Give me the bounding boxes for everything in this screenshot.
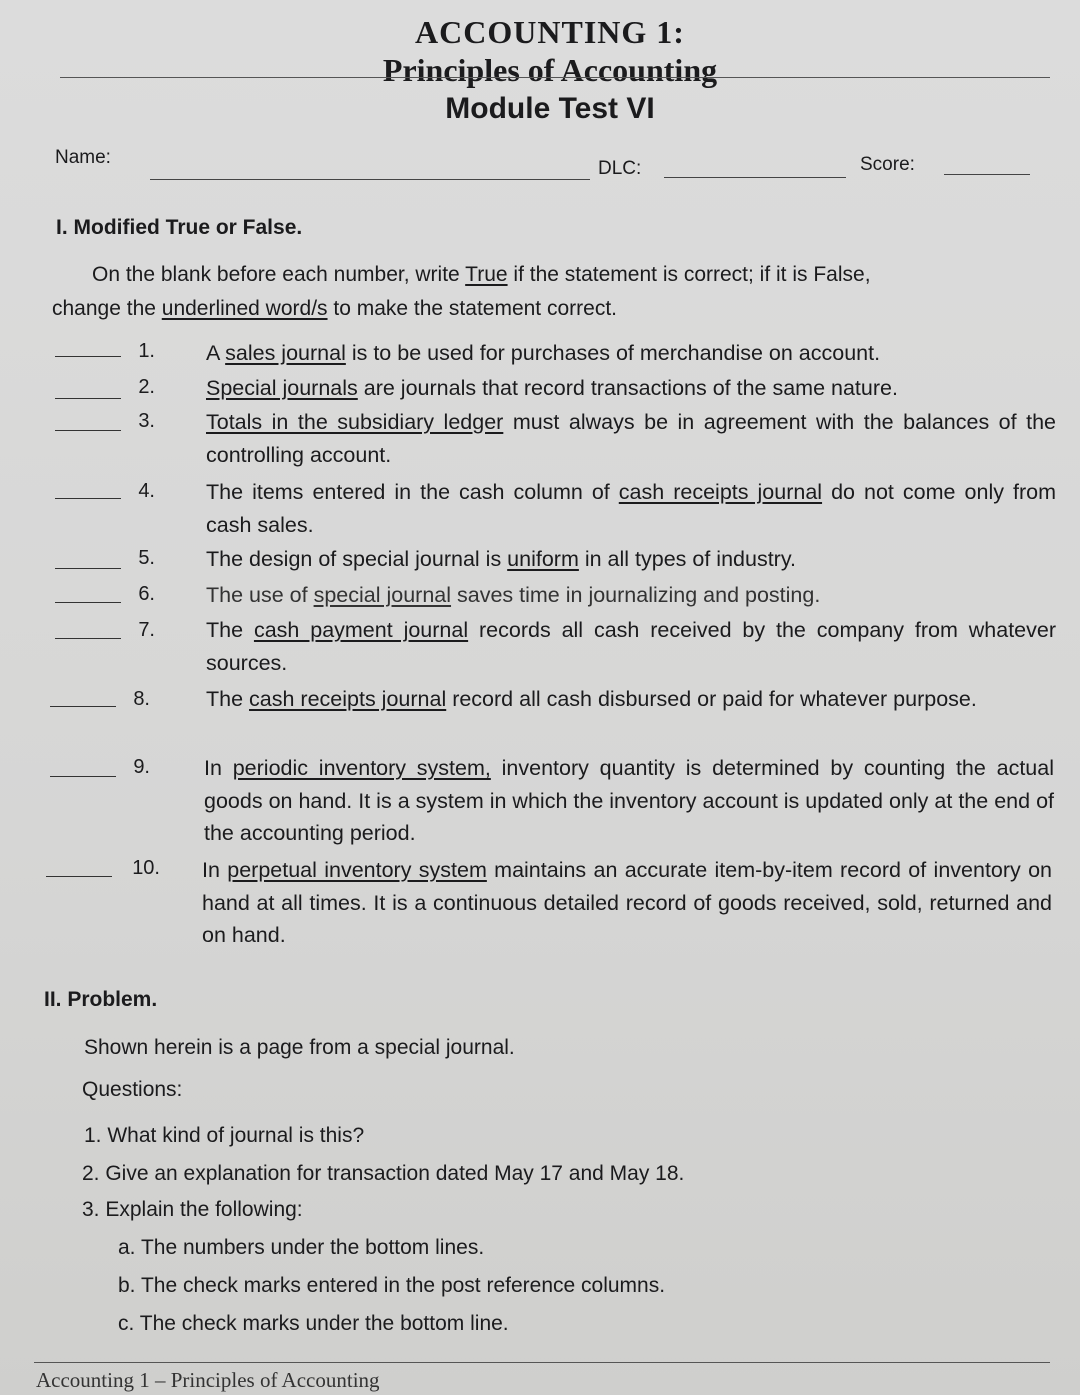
question-3: 3. Explain the following: <box>82 1198 303 1221</box>
item-number: 5. <box>138 547 155 569</box>
item-underlined: cash receipts journal <box>618 480 823 504</box>
instr-text: change the <box>52 297 162 320</box>
item-text: maintains an accurate item-by-item record of inventory on hand at all times. It is a continuous detailed record of goods received, sold, returned and on hand. <box>202 858 1053 947</box>
item-text: saves time in journalizing and posting. <box>451 583 821 607</box>
item-text: The <box>206 687 250 711</box>
question-2: 2. Give an explanation for transaction dated May 17 and May 18. <box>82 1162 685 1185</box>
course-title: ACCOUNTING 1: <box>415 14 685 50</box>
item-text: In <box>202 858 228 882</box>
item-text: records all cash received by the company from whatever sources. <box>206 618 1056 675</box>
item-text: in all types of industry. <box>578 547 796 571</box>
score-label: Score: <box>860 154 915 175</box>
item-text: record all cash disbursed or paid for whatever purpose. <box>446 687 977 711</box>
item-underlined: special journal <box>313 583 452 607</box>
tf-item-3 <box>206 406 1056 471</box>
tf-item-10 <box>202 854 1052 952</box>
item-text: The <box>206 618 254 642</box>
answer-blank-9[interactable] <box>50 776 116 777</box>
questions-label: Questions: <box>82 1078 183 1101</box>
item-underlined: perpetual inventory system <box>227 858 487 882</box>
part1-instructions-line1 <box>92 258 871 292</box>
footer-text: Accounting 1 – Principles of Accounting <box>36 1368 380 1392</box>
item-number: 3. <box>138 410 155 432</box>
header-rule <box>60 77 1050 78</box>
subquestion-a: a. The numbers under the bottom lines. <box>118 1236 485 1259</box>
tf-item-1 <box>206 337 1056 370</box>
answer-blank-2[interactable] <box>55 398 121 399</box>
subquestion-b: b. The check marks entered in the post reference columns. <box>118 1274 666 1297</box>
answer-blank-6[interactable] <box>55 602 121 603</box>
subquestion-c: c. The check marks under the bottom line. <box>118 1312 509 1335</box>
item-underlined: cash payment journal <box>253 618 469 642</box>
name-label: Name: <box>55 147 111 168</box>
item-text: inventory quantity is determined by counting the actual goods on hand. It is a system in which the inventory account is updated only at the end of the accounting period. <box>204 756 1055 845</box>
instr-text: On the blank before each number, write <box>92 263 466 286</box>
item-number: 6. <box>138 583 155 605</box>
instr-true-word: True <box>465 263 508 286</box>
answer-blank-5[interactable] <box>55 568 121 569</box>
answer-blank-3[interactable] <box>55 430 121 431</box>
tf-item-7 <box>206 614 1056 679</box>
answer-blank-8[interactable] <box>50 706 116 707</box>
test-title: Module Test VI <box>445 92 655 125</box>
item-number: 7. <box>138 619 155 641</box>
answer-blank-1[interactable] <box>55 356 121 357</box>
item-underlined: periodic inventory system, <box>232 756 491 780</box>
item-underlined: Special journals <box>206 376 358 400</box>
part1-heading: I. Modified True or False. <box>56 216 303 239</box>
part2-heading: II. Problem. <box>44 988 158 1011</box>
instr-underlined-word: underlined word/s <box>161 297 328 320</box>
tf-item-2 <box>206 372 1056 405</box>
instr-text: if the statement is correct; if it is False, <box>507 263 871 286</box>
tf-item-6 <box>206 579 1056 612</box>
item-text: must always be in agreement with the balances of the controlling account. <box>206 410 1056 467</box>
item-text: In <box>204 756 233 780</box>
item-number: 10. <box>132 857 160 879</box>
dlc-field[interactable] <box>664 177 846 178</box>
tf-item-4 <box>206 476 1056 541</box>
item-text: do not come only from cash sales. <box>206 480 1056 537</box>
item-text: A <box>206 341 226 365</box>
item-text: are journals that record transactions of the same nature. <box>357 376 898 400</box>
item-number: 8. <box>133 688 150 710</box>
name-field[interactable] <box>150 179 590 180</box>
instr-text: to make the statement correct. <box>327 297 617 320</box>
item-number: 1. <box>138 340 155 362</box>
part1-instructions-line2 <box>52 292 617 326</box>
dlc-label: DLC: <box>598 158 642 179</box>
subject-title: Principles of Accounting <box>382 52 718 88</box>
tf-item-9 <box>204 752 1054 850</box>
part2-intro: Shown herein is a page from a special journal. <box>84 1036 515 1059</box>
item-number: 2. <box>138 376 155 398</box>
answer-blank-10[interactable] <box>46 876 112 877</box>
footer-rule <box>34 1362 1050 1363</box>
question-1: 1. What kind of journal is this? <box>84 1124 365 1147</box>
item-text: The items entered in the cash column of <box>206 480 619 504</box>
item-text: The use of <box>206 583 314 607</box>
item-number: 9. <box>133 756 150 778</box>
answer-blank-7[interactable] <box>55 638 121 639</box>
tf-item-5 <box>206 543 1056 576</box>
item-underlined: cash receipts journal <box>249 687 447 711</box>
tf-item-8 <box>206 683 1056 716</box>
item-text: is to be used for purchases of merchandise on account. <box>345 341 881 365</box>
score-field[interactable] <box>944 174 1030 175</box>
item-text: The design of special journal is <box>206 547 508 571</box>
item-underlined: Totals in the subsidiary ledger <box>206 410 504 434</box>
answer-blank-4[interactable] <box>55 498 121 499</box>
item-underlined: sales journal <box>225 341 346 365</box>
item-underlined: uniform <box>507 547 579 571</box>
item-number: 4. <box>138 480 155 502</box>
